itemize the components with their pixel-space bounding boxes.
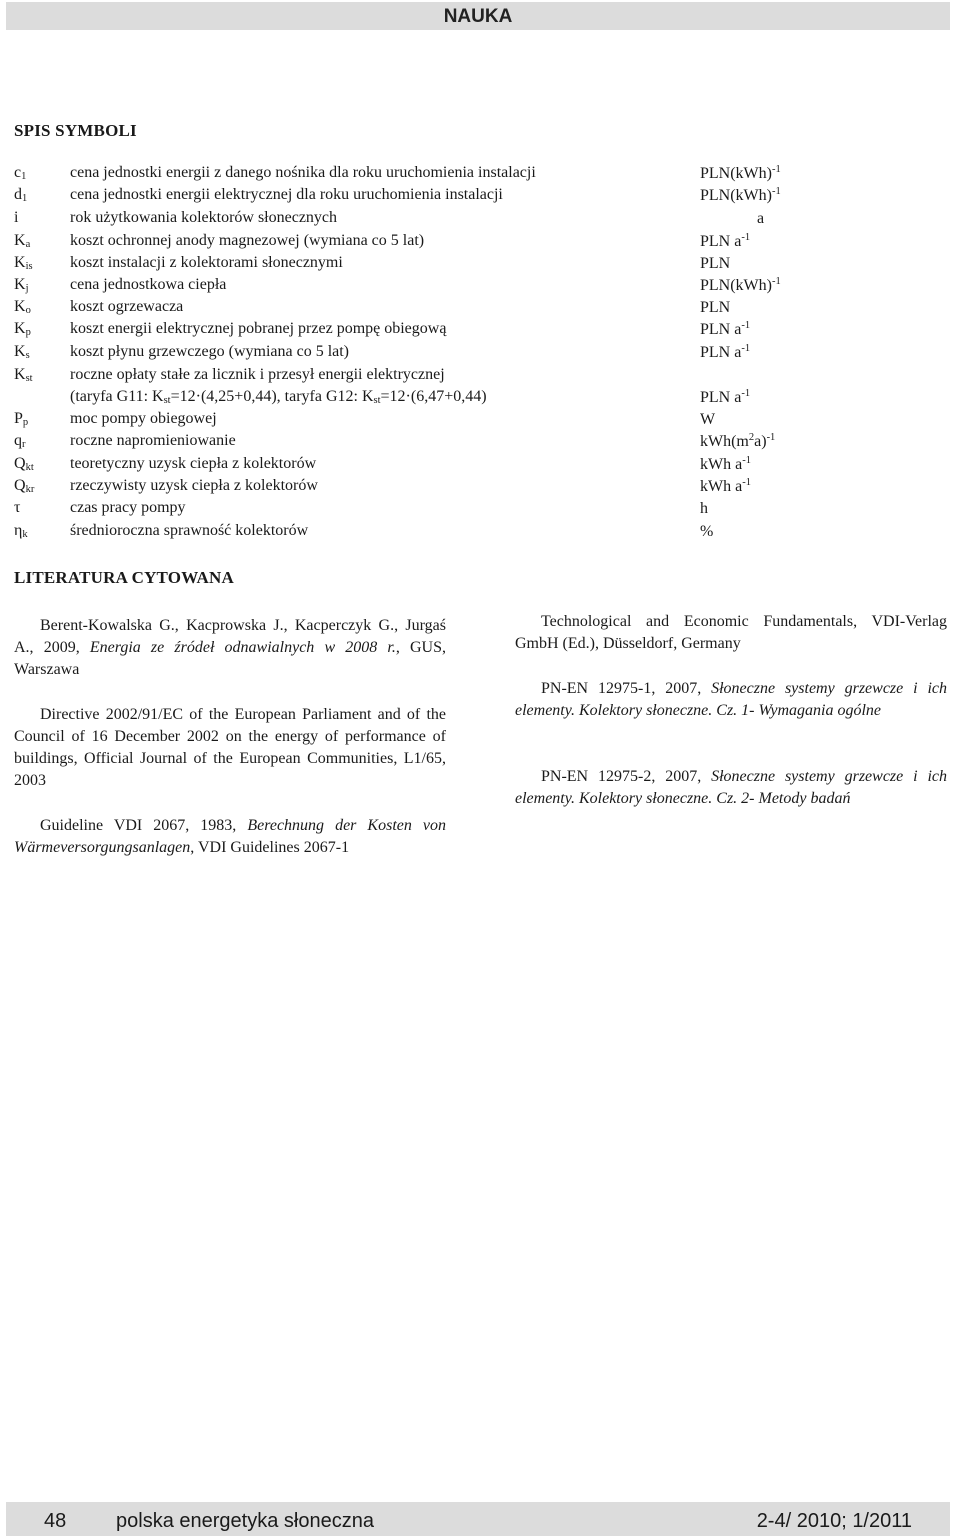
symbol-row	[0, 232, 960, 254]
symbol-description: średnioroczna sprawność kolektorów	[70, 522, 309, 539]
unit-text: kWh a	[700, 456, 743, 473]
reference-authors: PN-EN 12975-1, 2007,	[541, 680, 712, 697]
symbol-row	[0, 432, 960, 454]
unit-superscript: -1	[771, 164, 781, 175]
symbol-subscript: a	[25, 239, 31, 250]
symbol-row	[0, 186, 960, 208]
unit-superscript: -1	[741, 343, 751, 354]
reference-text: Directive 2002/91/EC of the European Parliament and of the Council of 16 December 2002 on the energy of performance of buildings, Official Journal of the European Communities, L1/65, 2003	[14, 706, 446, 789]
reference-title: Słoneczne systemy grzewcze i ich elementy. Kolektory słoneczne. Cz. 1- Wymagania ogólne	[515, 680, 948, 719]
symbol-description: rzeczywisty uzysk ciepła z kolektorów	[70, 477, 318, 494]
symbol	[14, 298, 31, 316]
symbol-row	[0, 164, 960, 186]
symbol-row	[0, 209, 960, 231]
symbol-row	[0, 522, 960, 544]
symbol-row	[0, 254, 960, 276]
symbol-letter: K	[14, 320, 26, 337]
reference-text: Technological and Economic Fundamentals, VDI-Verlag GmbH (Ed.), Düsseldorf, Germany	[515, 613, 947, 652]
footer-band	[6, 1502, 950, 1536]
reference-authors: PN-EN 12975-2, 2007,	[541, 768, 712, 785]
unit-superscript: -1	[741, 320, 751, 331]
symbol-subscript: p	[22, 417, 29, 428]
symbol	[14, 477, 34, 495]
unit-superscript: -1	[741, 388, 751, 399]
unit-superscript: -1	[742, 455, 751, 466]
symbol-subscript: r	[22, 439, 26, 450]
page-number: 48	[44, 1510, 67, 1532]
unit-text: h	[700, 500, 708, 517]
symbol-description: teoretyczny uzysk ciepła z kolektorów	[70, 455, 317, 472]
symbol-description: koszt płynu grzewczego (wymiana co 5 lat)	[70, 343, 350, 360]
unit-text: a)	[754, 433, 767, 450]
unit-superscript: -1	[742, 477, 751, 488]
kst-detail-part: =12·(6,47+0,44)	[380, 388, 487, 405]
symbol-subscript: k	[22, 529, 28, 540]
symbol-unit	[700, 522, 713, 541]
unit-text: kWh a	[700, 478, 743, 495]
symbol	[14, 186, 27, 204]
reference-title: Słoneczne systemy grzewcze i ich elementy. Kolektory słoneczne. Cz. 2- Metody badań	[515, 768, 948, 807]
header-band	[6, 2, 950, 30]
symbol-subscript: 1	[22, 193, 28, 204]
reference-title: Energia ze źródeł odnawialnych w 2008 r.	[89, 639, 396, 656]
symbol-unit	[700, 455, 751, 474]
symbol-unit	[700, 276, 781, 295]
symbol-row	[0, 455, 960, 477]
symbol-description: czas pracy pompy	[70, 499, 186, 516]
symbol	[14, 254, 33, 272]
symbol-description: roczne napromieniowanie	[70, 432, 236, 449]
symbol-letter: K	[14, 298, 26, 315]
unit-text: PLN a	[700, 321, 742, 338]
symbol-unit	[700, 410, 715, 429]
symbol-description: koszt ochronnej anody magnezowej (wymiana co 5 lat)	[70, 232, 425, 249]
symbol	[14, 209, 18, 227]
symbol-row	[0, 343, 960, 365]
symbol-description: moc pompy obiegowej	[70, 410, 217, 427]
reference-vdi-guideline	[14, 815, 446, 859]
symbol	[14, 410, 28, 428]
symbol-letter: K	[14, 343, 26, 360]
symbol	[14, 432, 26, 450]
symbol-unit	[700, 432, 775, 451]
symbol	[14, 499, 20, 517]
symbol-letter: K	[14, 254, 26, 271]
symbol-letter: Q	[14, 477, 26, 494]
symbol-subscript: is	[25, 261, 33, 272]
symbol-row	[0, 477, 960, 499]
symbol-subscript: kt	[25, 462, 34, 473]
symbol-letter: Q	[14, 455, 26, 472]
symbol-description: koszt instalacji z kolektorami słonecznymi	[70, 254, 343, 271]
symbol	[14, 343, 30, 361]
unit-text: %	[700, 523, 714, 540]
symbol-description: koszt ogrzewacza	[70, 298, 184, 315]
unit-superscript: -1	[766, 432, 776, 443]
symbol-letter: K	[14, 276, 26, 293]
symbol-letter: d	[14, 186, 22, 203]
reference-berent-kowalska	[14, 615, 446, 681]
unit-text: PLN a	[700, 233, 742, 250]
symbol-letter: τ	[14, 499, 21, 516]
symbol-letter: P	[14, 410, 23, 427]
reference-pn-en-12975-2	[515, 766, 947, 810]
unit-text: PLN	[700, 255, 731, 272]
unit-superscript: -1	[771, 276, 781, 287]
reference-directive	[14, 704, 446, 792]
symbol-description: cena jednostki energii elektrycznej dla roku uruchomienia instalacji	[70, 186, 503, 203]
symbol-unit	[700, 186, 781, 205]
kst-detail-sub: st	[163, 395, 171, 406]
symbol-unit	[700, 164, 781, 183]
symbol	[14, 232, 30, 250]
symbol-description: cena jednostkowa ciepła	[70, 276, 227, 293]
symbol-subscript: kr	[25, 484, 35, 495]
unit-text: PLN a	[700, 389, 742, 406]
symbol-subscript: s	[25, 350, 30, 361]
symbol-letter: K	[14, 232, 26, 249]
symbol-subscript: p	[25, 327, 31, 338]
kst-detail-part: =12·(4,25+0,44), taryfa G12: K	[170, 388, 374, 405]
symbol-description: rok użytkowania kolektorów słonecznych	[70, 209, 338, 226]
symbol-description: koszt energii elektrycznej pobranej przez pompę obiegową	[70, 320, 447, 337]
unit-superscript: -1	[771, 186, 781, 197]
symbol-row	[0, 320, 960, 342]
symbol-subscript: j	[25, 283, 29, 294]
symbol-unit	[700, 298, 730, 317]
reference-publisher: , VDI Guidelines 2067-1	[190, 839, 350, 856]
symbol-letter: η	[14, 522, 23, 539]
symbol-unit	[700, 254, 730, 273]
symbol	[14, 522, 28, 540]
symbol-letter: q	[14, 432, 22, 449]
symbol	[14, 455, 34, 473]
reference-technological	[515, 611, 947, 655]
symbol-unit	[700, 232, 750, 251]
unit-text: W	[700, 411, 716, 428]
unit-superscript: -1	[741, 232, 751, 243]
unit-text: PLN(kWh)	[700, 277, 772, 294]
symbol-unit	[757, 209, 764, 228]
symbol-letter: i	[14, 209, 19, 226]
reference-authors: Guideline VDI 2067, 1983,	[40, 817, 248, 834]
symbol-row	[0, 410, 960, 432]
symbol-description: cena jednostki energii z danego nośnika dla roku uruchomienia instalacji	[70, 164, 536, 181]
symbol-letter: K	[14, 366, 26, 383]
unit-text: PLN(kWh)	[700, 165, 772, 182]
section-label: NAUKA	[443, 6, 513, 27]
reference-publisher: , GUS, Warszawa	[14, 639, 447, 678]
symbol	[14, 320, 31, 338]
unit-text: kWh(m	[700, 433, 749, 450]
symbol	[14, 276, 28, 294]
reference-title: Berechnung der Kosten von Wärmeversorgungsanlagen	[14, 817, 446, 856]
symbol-subscript: o	[25, 305, 31, 316]
symbol-unit	[700, 343, 750, 362]
kst-detail-sub: st	[373, 395, 381, 406]
reference-authors: Berent-Kowalska G., Kacprowska J., Kacperczyk G., Jurgaś A., 2009,	[14, 617, 446, 656]
unit-text: PLN a	[700, 344, 742, 361]
unit-superscript: 2	[748, 432, 755, 443]
unit-text: PLN	[700, 299, 731, 316]
symbol-row	[0, 499, 960, 521]
kst-detail-part: (taryfa G11: K	[70, 388, 164, 405]
kst-detail	[70, 388, 487, 406]
magazine-title: polska energetyka słoneczna	[116, 1510, 374, 1532]
symbol-description: roczne opłaty stałe za licznik i przesył energii elektrycznej	[70, 366, 445, 383]
symbol-row	[0, 298, 960, 320]
symbol	[14, 164, 26, 182]
symbol	[14, 366, 33, 384]
symbol-unit	[700, 320, 750, 339]
unit-text: a	[757, 210, 765, 227]
literature-heading: LITERATURA CYTOWANA	[14, 568, 234, 587]
symbol-subscript: st	[25, 373, 33, 384]
symbols-heading: SPIS SYMBOLI	[14, 121, 137, 140]
unit-text: PLN(kWh)	[700, 187, 772, 204]
symbol-letter: c	[14, 164, 22, 181]
symbol-row	[0, 366, 960, 388]
symbol-row	[0, 276, 960, 298]
symbol-subscript: 1	[21, 171, 27, 182]
issue-number: 2-4/ 2010; 1/2011	[756, 1510, 912, 1532]
symbol-unit	[700, 499, 708, 518]
symbol-unit	[700, 477, 751, 496]
kst-detail-row	[0, 388, 960, 410]
reference-pn-en-12975-1	[515, 678, 947, 722]
